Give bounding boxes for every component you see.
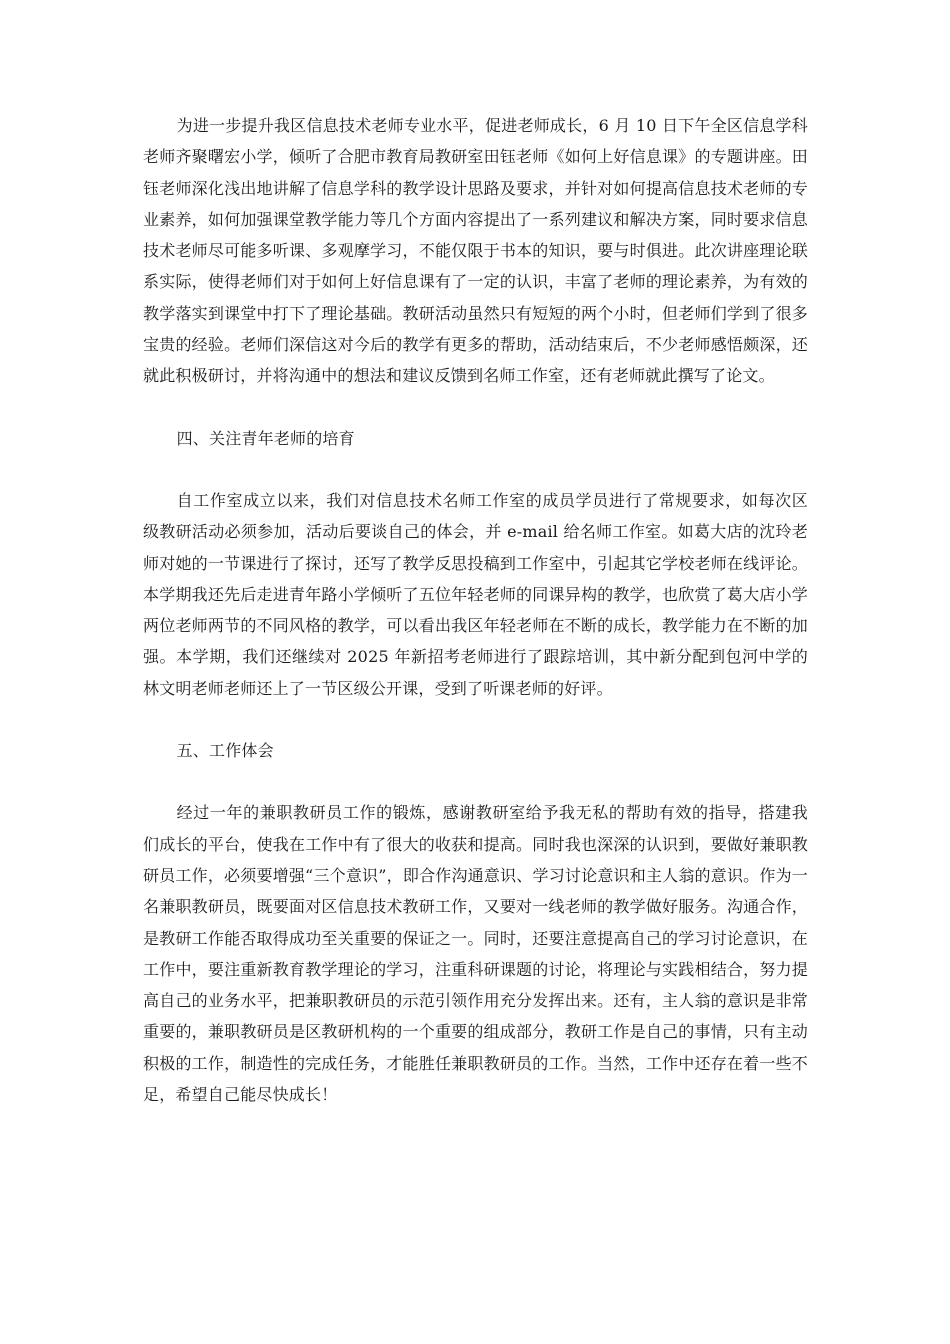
paragraph-young-teachers: 自工作室成立以来，我们对信息技术名师工作室的成员学员进行了常规要求，如每次区级教研活动必须参加，活动后要谈自己的体会，并 e-mail 给名师工作室。如葛大店的沈玲老师对她的一节课进行了探讨，还写了教学反思投稿到工作室中，引起其它学校老师在线评论。本学期我还先后走进青年路小学倾听了五位年轻老师的同课异构的教学，也欣赏了葛大店小学两位老师两节的不同风格的教学，可以看出我区年轻老师在不断的成长，教学能力在不断的加强。本学期，我们还继续对 2025 年新招考老师进行了跟踪培训，其中新分配到包河中学的林文明老师老师还上了一节区级公开课，受到了听课老师的好评。 bbox=[143, 490, 808, 698]
paragraph-work-experience: 经过一年的兼职教研员工作的锻炼，感谢教研室给予我无私的帮助有效的指导，搭建我们成长的平台，使我在工作中有了很大的收获和提高。同时我也深深的认识到，要做好兼职教研员工作，必须要增强“三个意识”，即合作沟通意识、学习讨论意识和主人翁的意识。作为一名兼职教研员，既要面对区信息技术教研工作，又要对一线老师的教学做好服务。沟通合作，是教研工作能否取得成功至关重要的保证之一。同时，还要注意提高自己的学习讨论意识，在工作中，要注重新教育教学理论的学习，注重科研课题的讨论，将理论与实践相结合，努力提高自己的业务水平，把兼职教研员的示范引领作用充分发挥出来。还有，主人翁的意识是非常重要的，兼职教研员是区教研机构的一个重要的组成部分，教研工作是自己的事情，只有主动积极的工作，制造性的完成任务，才能胜任兼职教研员的工作。当然，工作中还存在着一些不足，希望自己能尽快成长！ bbox=[143, 803, 808, 1105]
document-body bbox=[143, 110, 808, 1141]
section-heading-young-teachers: 四、关注青年老师的培育 bbox=[176, 428, 355, 448]
paragraph-lecture-summary: 为进一步提升我区信息技术老师专业水平，促进老师成长，6 月 10 日下午全区信息学科老师齐聚曙宏小学，倾听了合肥市教育局教研室田钰老师《如何上好信息课》的专题讲座。田钰老师深化浅出地讲解了信息学科的教学设计思路及要求，并针对如何提高信息技术老师的专业素养，如何加强课堂教学能力等几个方面内容提出了一系列建议和解决方案，同时要求信息技术老师尽可能多听课、多观摩学习，不能仅限于书本的知识，要与时俱进。此次讲座理论联系实际，使得老师们对于如何上好信息课有了一定的认识，丰富了老师的理论素养，为有效的教学落实到课堂中打下了理论基础。教研活动虽然只有短短的两个小时，但老师们学到了很多宝贵的经验。老师们深信这对今后的教学有更多的帮助，活动结束后，不少老师感悟颇深，还就此积极研讨，并将沟通中的想法和建议反馈到名师工作室，还有老师就此撰写了论文。 bbox=[143, 116, 808, 386]
section-heading-work-experience: 五、工作体会 bbox=[176, 741, 274, 761]
